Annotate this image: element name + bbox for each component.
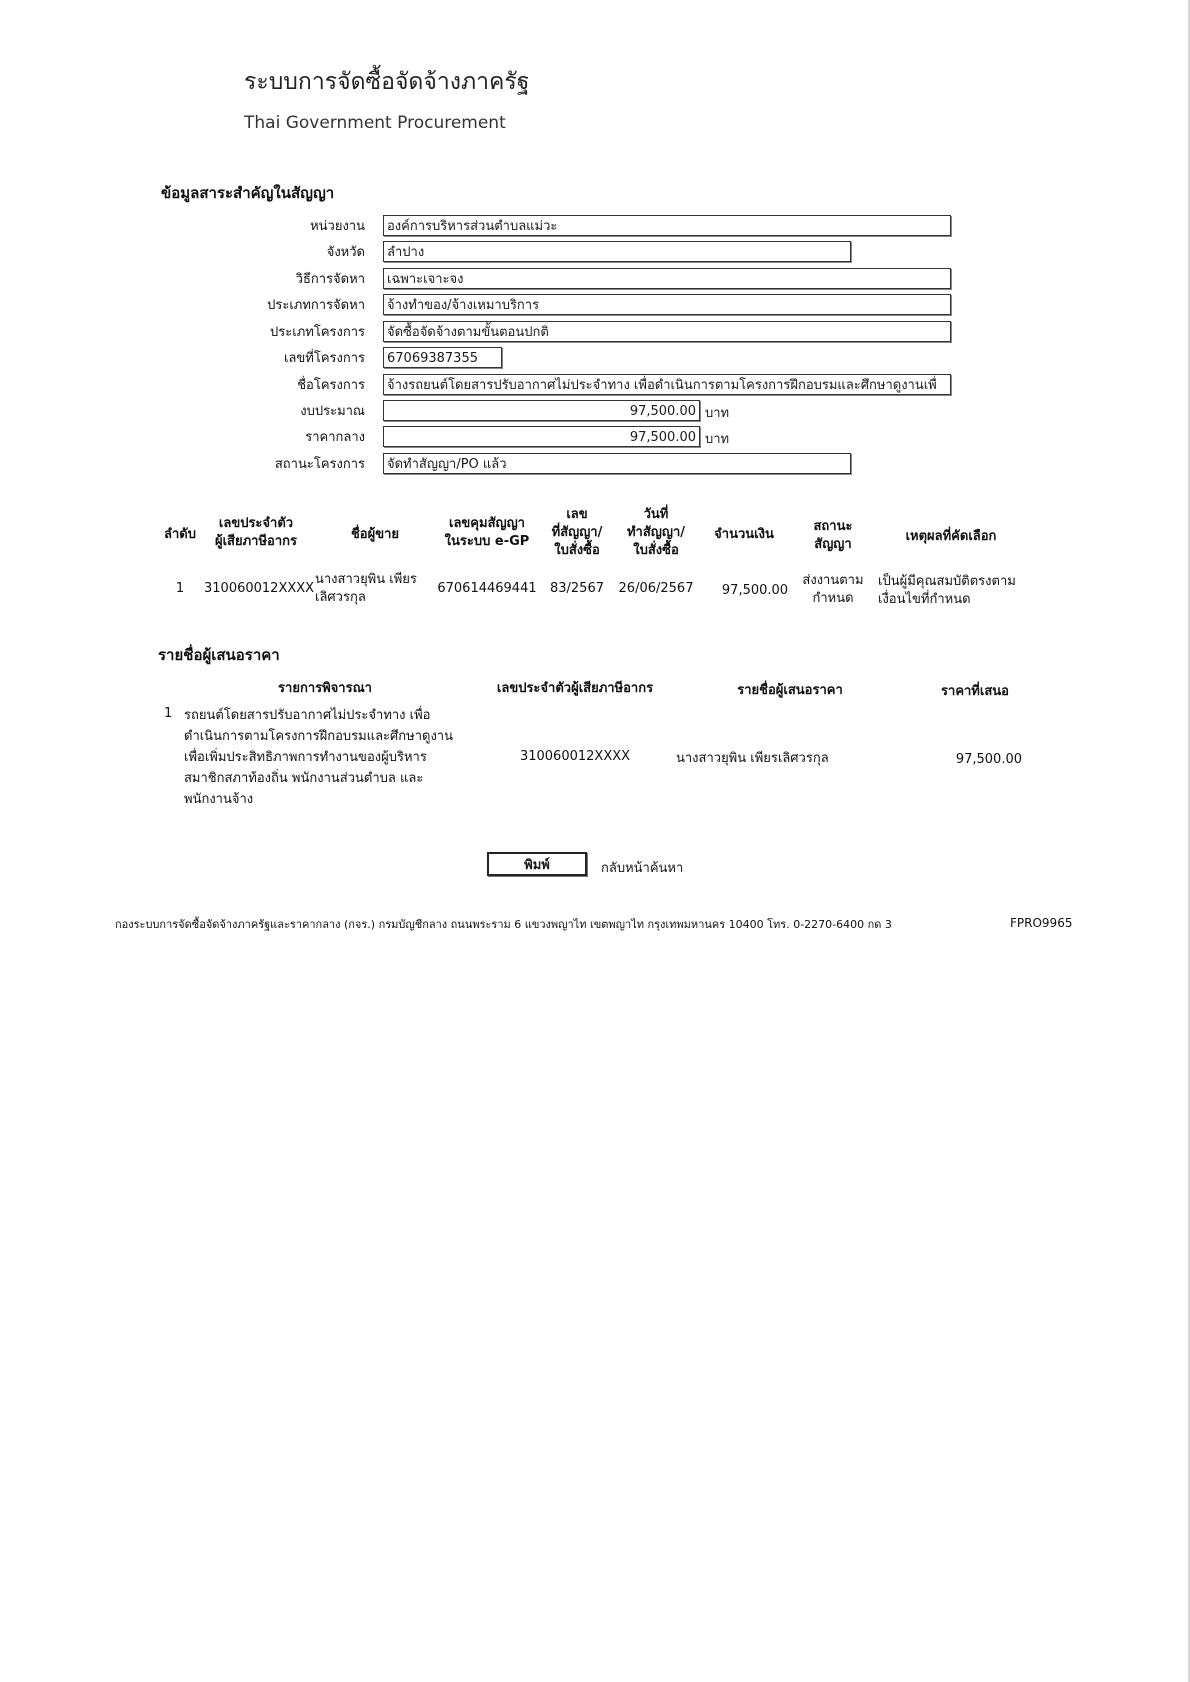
site-title-thai: ระบบการจัดซื้อจัดจ้างภาครัฐ bbox=[244, 69, 530, 95]
agency-field: องค์การบริหารส่วนตำบลแม่วะ bbox=[383, 215, 951, 236]
bid-row-item: รถยนต์โดยสารปรับอากาศไม่ประจำทาง เพื่อ ดำเนินการตามโครงการฝึกอบรมและศึกษาดูงาน เพื่อเพิ่มประสิทธิภาพการทำงานของผู้บริหาร สมาชิกสภาท้องถิ่น พนักงานส่วนตำบล และ พนักงานจ้าง bbox=[184, 708, 453, 807]
footer-address: กองระบบการจัดซื้อจัดจ้างภาครัฐและราคากลาง (กจร.) กรมบัญชีกลาง ถนนพระราม 6 แขวงพญาไท เขตพญาไท กรุงเทพมหานคร 10400 โทร. 0-2270-6400 กด 3 bbox=[115, 918, 892, 931]
bid-row-tax-id: 310060012XXXX bbox=[519, 749, 631, 764]
bid-row-price: 97,500.00 bbox=[955, 752, 1022, 767]
project-name-label: ชื่อโครงการ bbox=[297, 378, 365, 393]
row-reason: เป็นผู้มีคุณสมบัติตรงตาม เงื่อนไขที่กำหนด bbox=[878, 574, 1016, 607]
col-header-amount: จำนวนเงิน bbox=[714, 527, 774, 542]
row-amount: 97,500.00 bbox=[721, 583, 789, 598]
project-number-label: เลขที่โครงการ bbox=[283, 351, 365, 366]
province-field: ลำปาง bbox=[383, 241, 851, 262]
row-contract-status: ส่งงานตาม กำหนด bbox=[802, 573, 864, 606]
bid-row-no: 1 bbox=[164, 706, 173, 721]
row-vendor: นางสาวยุพิน เพียร เลิศวรกุล bbox=[315, 572, 417, 605]
bid-col-header-price: ราคาที่เสนอ bbox=[941, 684, 1009, 699]
row-contract-no: 83/2567 bbox=[549, 581, 604, 596]
project-type-field: จัดซื้อจัดจ้างตามขั้นตอนปกติ bbox=[383, 321, 951, 342]
row-no: 1 bbox=[175, 581, 185, 596]
row-control-no: 670614469441 bbox=[437, 581, 537, 596]
middle-price-field: 97,500.00 bbox=[383, 426, 700, 447]
bid-row-name: นางสาวยุพิน เพียรเลิศวรกุล bbox=[676, 751, 829, 766]
budget-unit: บาท bbox=[705, 406, 730, 421]
project-status-label: สถานะโครงการ bbox=[274, 457, 365, 472]
col-header-tax-id: เลขประจำตัว ผู้เสียภาษีอากร bbox=[214, 516, 297, 549]
col-header-no: ลำดับ bbox=[164, 527, 196, 542]
agency-label: หน่วยงาน bbox=[310, 219, 365, 234]
col-header-vendor: ชื่อผู้ขาย bbox=[350, 527, 400, 542]
print-button[interactable]: พิมพ์ bbox=[487, 852, 587, 876]
bid-col-header-tax-id: เลขประจำตัวผู้เสียภาษีอากร bbox=[496, 681, 654, 696]
middle-price-label: ราคากลาง bbox=[305, 430, 365, 445]
method-label: วิธีการจัดหา bbox=[295, 272, 365, 287]
bidders-section-title: รายชื่อผู้เสนอราคา bbox=[158, 646, 280, 664]
project-status-field: จัดทำสัญญา/PO แล้ว bbox=[383, 453, 851, 474]
page-code: FPRO9965 bbox=[1010, 916, 1073, 930]
site-title-english: Thai Government Procurement bbox=[244, 113, 506, 133]
col-header-control-no: เลขคุมสัญญา ในระบบ e-GP bbox=[444, 516, 530, 549]
bid-col-header-name: รายชื่อผู้เสนอราคา bbox=[737, 683, 843, 698]
col-header-contract-no: เลข ที่สัญญา/ ใบสั่งซื้อ bbox=[551, 507, 603, 558]
project-type-label: ประเภทโครงการ bbox=[270, 325, 365, 340]
summary-section-title: ข้อมูลสาระสำคัญในสัญญา bbox=[161, 184, 335, 202]
middle-price-unit: บาท bbox=[705, 432, 730, 447]
method-field: เฉพาะเจาะจง bbox=[383, 268, 951, 289]
project-name-field: จ้างรถยนต์โดยสารปรับอากาศไม่ประจำทาง เพื่อดำเนินการตามโครงการฝึกอบรมและศึกษาดูงานเพื่ bbox=[383, 374, 951, 395]
back-to-search-link[interactable]: กลับหน้าค้นหา bbox=[601, 861, 684, 876]
procurement-type-field: จ้างทำของ/จ้างเหมาบริการ bbox=[383, 294, 951, 315]
bid-col-header-item: รายการพิจารณา bbox=[278, 681, 372, 696]
row-tax-id: 310060012XXXX bbox=[204, 581, 315, 596]
province-label: จังหวัด bbox=[326, 245, 365, 260]
col-header-contract-date: วันที่ ทำสัญญา/ ใบสั่งซื้อ bbox=[626, 507, 685, 558]
col-header-contract-status: สถานะ สัญญา bbox=[813, 519, 853, 552]
budget-field: 97,500.00 bbox=[383, 400, 700, 421]
procurement-type-label: ประเภทการจัดหา bbox=[267, 298, 365, 313]
col-header-reason: เหตุผลที่คัดเลือก bbox=[905, 529, 997, 544]
budget-label: งบประมาณ bbox=[300, 404, 365, 419]
row-contract-date: 26/06/2567 bbox=[618, 581, 694, 596]
project-number-field: 67069387355 bbox=[383, 347, 502, 368]
